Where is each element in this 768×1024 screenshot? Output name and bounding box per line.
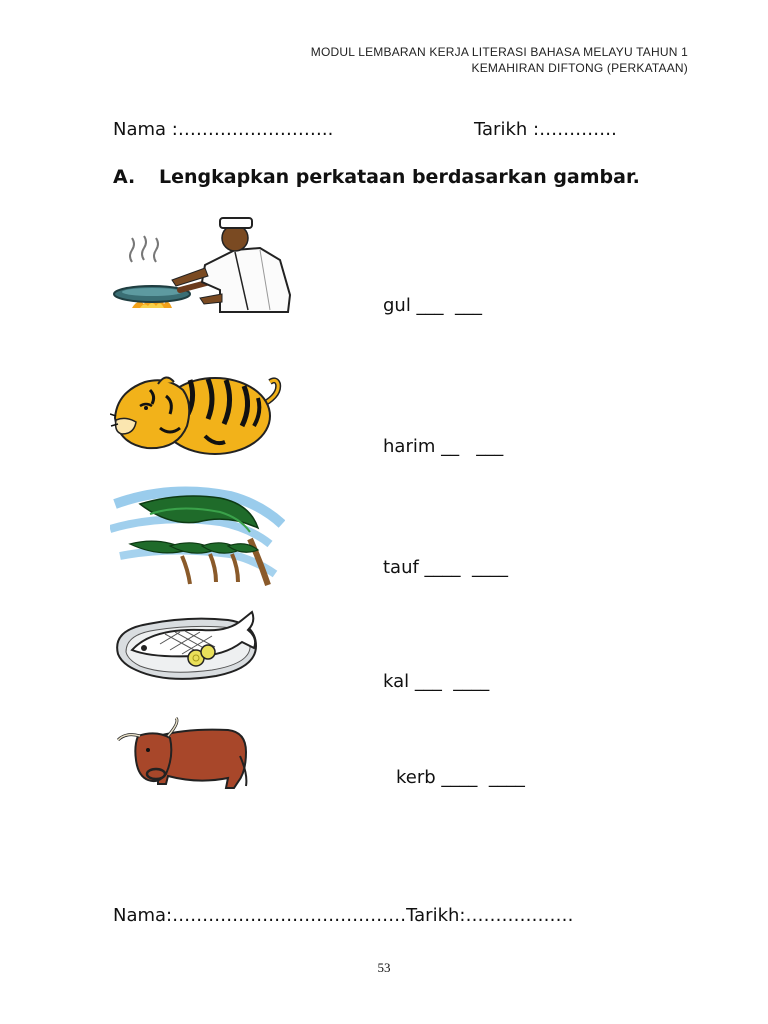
nama-field: Nama :…………………….. xyxy=(113,119,334,140)
word-item-3: tauf ____ ____ xyxy=(383,557,508,578)
header-title: MODUL LEMBARAN KERJA LITERASI BAHASA MELAYU TAHUN 1 xyxy=(310,45,688,59)
fish-on-plate-icon xyxy=(110,604,265,689)
section-letter: A. xyxy=(113,166,136,188)
header-subtitle: KEMAHIRAN DIFTONG (PERKATAAN) xyxy=(471,61,688,75)
word-item-4: kal ___ ____ xyxy=(383,671,490,692)
tiger-icon xyxy=(110,366,285,461)
page-number: 53 xyxy=(377,960,391,975)
word-item-1: gul ___ ___ xyxy=(383,295,482,316)
chef-cooking-icon xyxy=(110,210,295,320)
bottom-nama-tarikh-field: Nama:…………………………………Tarikh:……………… xyxy=(113,905,574,926)
word-item-5: kerb ____ ____ xyxy=(396,767,525,788)
tarikh-field: Tarikh :…………. xyxy=(474,119,617,140)
buffalo-icon xyxy=(110,716,255,796)
word-item-2: harim __ ___ xyxy=(383,436,504,457)
storm-trees-icon xyxy=(110,484,285,589)
section-instruction: Lengkapkan perkataan berdasarkan gambar. xyxy=(159,166,640,188)
section-heading xyxy=(113,166,640,188)
